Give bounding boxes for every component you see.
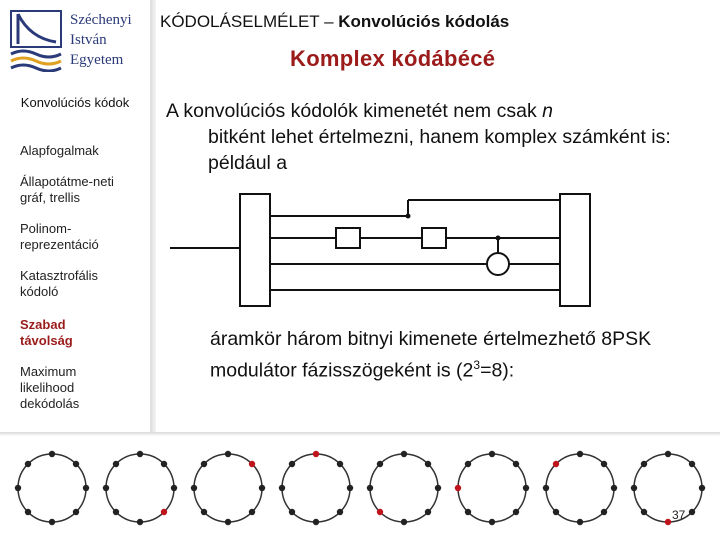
constellation-point-selected bbox=[665, 519, 671, 525]
title-separator: – bbox=[319, 12, 339, 31]
sidebar-item-ml-dekodolas[interactable]: Maximum likelihood dekódolás bbox=[20, 364, 80, 411]
university-name-line1: Széchenyi bbox=[70, 12, 132, 28]
constellation-point bbox=[601, 461, 607, 467]
constellation-point bbox=[513, 509, 519, 515]
constellation-point-selected bbox=[455, 485, 461, 491]
constellation-point bbox=[577, 519, 583, 525]
constellation-point bbox=[201, 509, 207, 515]
constellation-point bbox=[137, 451, 143, 457]
constellation-8 bbox=[631, 451, 705, 525]
course-title: KÓDOLÁSELMÉLET bbox=[160, 12, 320, 31]
paragraph-2-exponent: 3 bbox=[473, 358, 481, 372]
constellation-point bbox=[689, 509, 695, 515]
constellation-point-selected bbox=[249, 461, 255, 467]
psk-constellation-row bbox=[0, 436, 720, 540]
constellation-point bbox=[49, 519, 55, 525]
constellation-point bbox=[665, 451, 671, 457]
constellation-point bbox=[337, 509, 343, 515]
sidebar-divider bbox=[150, 0, 156, 436]
sidebar-current-section: Konvolúciós kódok bbox=[20, 95, 130, 110]
constellation-3 bbox=[191, 451, 265, 525]
constellation-point bbox=[641, 509, 647, 515]
constellation-point bbox=[337, 461, 343, 467]
page-number: 37 bbox=[672, 508, 686, 522]
constellation-point bbox=[377, 461, 383, 467]
constellation-point bbox=[641, 461, 647, 467]
constellation-point bbox=[601, 509, 607, 515]
paragraph-2 bbox=[210, 326, 690, 384]
constellation-point bbox=[25, 509, 31, 515]
constellation-point bbox=[425, 509, 431, 515]
constellation-7 bbox=[543, 451, 617, 525]
constellation-point bbox=[289, 509, 295, 515]
constellation-point bbox=[201, 461, 207, 467]
constellation-5 bbox=[367, 451, 441, 525]
sidebar-item-trellis[interactable]: Állapotátme-neti gráf, trellis bbox=[20, 174, 114, 205]
university-name-line3: Egyetem bbox=[70, 52, 124, 68]
constellation-point bbox=[73, 461, 79, 467]
slide-subtitle: Komplex kódábécé bbox=[290, 46, 496, 71]
constellation-point bbox=[489, 519, 495, 525]
constellation-point bbox=[347, 485, 353, 491]
constellation-point bbox=[689, 461, 695, 467]
encoder-circuit-diagram bbox=[160, 186, 600, 316]
constellation-point bbox=[113, 461, 119, 467]
constellation-point bbox=[513, 461, 519, 467]
chapter-title: Konvolúciós kódolás bbox=[338, 12, 510, 31]
constellation-point bbox=[367, 485, 373, 491]
constellation-point bbox=[49, 451, 55, 457]
university-logo bbox=[8, 8, 64, 72]
constellation-point bbox=[489, 451, 495, 457]
constellation-2 bbox=[103, 451, 177, 525]
paragraph-1-part-a: A konvolúciós kódolók kimenetét nem csak bbox=[166, 100, 543, 122]
constellation-point bbox=[553, 509, 559, 515]
sidebar-item-alapfogalmak[interactable]: Alapfogalmak bbox=[20, 143, 99, 158]
constellation-point bbox=[249, 509, 255, 515]
constellation-point bbox=[577, 451, 583, 457]
constellation-point bbox=[313, 519, 319, 525]
sidebar-item-katasztrofalis[interactable]: Katasztrofális kódoló bbox=[20, 268, 99, 299]
constellation-point-selected bbox=[161, 509, 167, 515]
constellation-point bbox=[401, 451, 407, 457]
constellation-point bbox=[191, 485, 197, 491]
constellation-6 bbox=[455, 451, 529, 525]
paragraph-1-n: n bbox=[542, 100, 553, 122]
delay-element-1 bbox=[336, 228, 360, 248]
paragraph-1 bbox=[166, 98, 686, 176]
constellation-point bbox=[73, 509, 79, 515]
paragraph-1-part-b: bitként lehet értelmezni, hanem komplex számként is: például a bbox=[208, 126, 671, 174]
constellation-point-selected bbox=[377, 509, 383, 515]
output-block bbox=[560, 194, 590, 306]
sidebar-item-szabad-tavolsag[interactable]: Szabad távolság bbox=[20, 317, 73, 348]
constellation-point bbox=[83, 485, 89, 491]
delay-element-2 bbox=[422, 228, 446, 248]
constellation-point bbox=[103, 485, 109, 491]
constellation-point bbox=[25, 461, 31, 467]
constellation-point bbox=[523, 485, 529, 491]
constellation-point-selected bbox=[313, 451, 319, 457]
constellation-point bbox=[699, 485, 705, 491]
constellation-4 bbox=[279, 451, 353, 525]
constellation-point bbox=[465, 509, 471, 515]
constellation-point bbox=[611, 485, 617, 491]
slide-header bbox=[160, 12, 509, 32]
xor-adder bbox=[487, 253, 509, 275]
sidebar-item-polinom[interactable]: Polinom-reprezentáció bbox=[20, 221, 99, 252]
constellation-point bbox=[171, 485, 177, 491]
paragraph-2-part-a: áramkör három bitnyi kimenete értelmezhető 8PSK modulátor fázisszögeként is (2 bbox=[210, 328, 652, 382]
constellation-1 bbox=[15, 451, 89, 525]
input-block bbox=[240, 194, 270, 306]
constellation-point bbox=[401, 519, 407, 525]
constellation-point bbox=[161, 461, 167, 467]
constellation-point bbox=[259, 485, 265, 491]
university-name bbox=[70, 10, 132, 70]
constellation-point bbox=[137, 519, 143, 525]
constellation-point bbox=[465, 461, 471, 467]
constellation-point bbox=[435, 485, 441, 491]
constellation-point-selected bbox=[553, 461, 559, 467]
university-name-line2: István bbox=[70, 32, 107, 48]
constellation-point bbox=[225, 451, 231, 457]
constellation-point bbox=[631, 485, 637, 491]
constellation-point bbox=[543, 485, 549, 491]
constellation-point bbox=[279, 485, 285, 491]
constellation-point bbox=[289, 461, 295, 467]
constellation-point bbox=[425, 461, 431, 467]
constellation-point bbox=[15, 485, 21, 491]
paragraph-2-part-b: =8): bbox=[480, 359, 515, 382]
constellation-point bbox=[113, 509, 119, 515]
constellation-point bbox=[225, 519, 231, 525]
